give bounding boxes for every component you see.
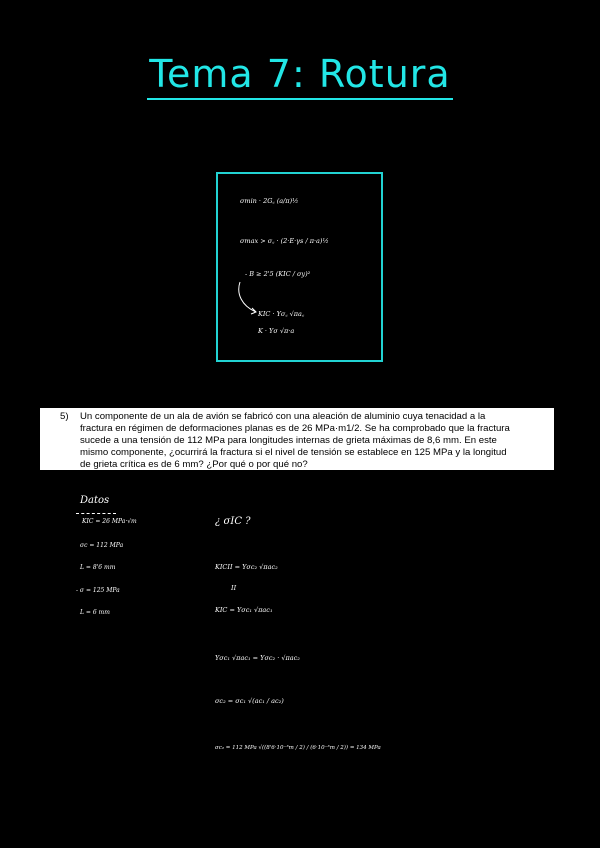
datos-underline xyxy=(76,509,116,514)
solution-line: KICII = Yσc₂ √πac₂ xyxy=(215,563,278,571)
problem-line: Un componente de un ala de avión se fabricó con una aleación de aluminio cuya tenacidad a la xyxy=(80,411,486,422)
solution-line: KIC = Yσc₁ √πac₁ xyxy=(215,606,273,614)
formula-line: KIC · Yσ꜀ √πa꜀ xyxy=(258,310,305,318)
formula-line: σmax > σ꜀ · (2·E·γs / π·a)½ xyxy=(240,237,329,245)
problem-statement xyxy=(40,408,554,470)
problem-line: fractura en régimen de deformaciones planas es de 26 MPa·m1/2. Se ha comprobado que la fractura xyxy=(80,423,510,434)
datos-item: L = 8'6 mm xyxy=(80,564,116,571)
solution-line: II xyxy=(231,584,237,592)
question: ¿ σIC ? xyxy=(215,516,251,527)
problem-line: mismo componente, ¿ocurrirá la fractura si el nivel de tensión se establece en 125 MPa y la longitud xyxy=(80,447,507,458)
datos-item: L = 6 mm xyxy=(80,609,110,616)
formula-line: K · Yσ √π·a xyxy=(258,327,295,335)
formula-line: σmin · 2G꜀ (a/π)½ xyxy=(240,197,299,205)
datos-heading: Datos xyxy=(80,495,110,506)
formula-line: - B ≥ 2'5 (KIC / σy)² xyxy=(245,270,311,278)
problem-number: 5) xyxy=(60,411,69,422)
problem-line: de grieta crítica es de 6 mm? ¿Por qué o por qué no? xyxy=(80,459,308,470)
page-title: Tema 7: Rotura xyxy=(0,52,600,96)
solution-line: Yσc₁ √πac₁ = Yσc₂ · √πac₂ xyxy=(215,654,300,662)
solution-line: σc₂ = σc₁ √(ac₁ / ac₂) xyxy=(215,697,284,705)
solution-line: σc₂ = 112 MPa √((8'6·10⁻³m / 2) / (6·10⁻³m / 2)) = 134 MPa xyxy=(215,745,381,751)
problem-line: sucede a una tensión de 112 MPa para longitudes internas de grieta máximas de 8,6 mm. En este xyxy=(80,435,497,446)
datos-item: KIC = 26 MPa·√m xyxy=(82,518,137,525)
problem-text xyxy=(80,411,550,471)
datos-item: σc = 112 MPa xyxy=(80,542,124,549)
datos-item: - σ = 125 MPa xyxy=(76,587,120,594)
